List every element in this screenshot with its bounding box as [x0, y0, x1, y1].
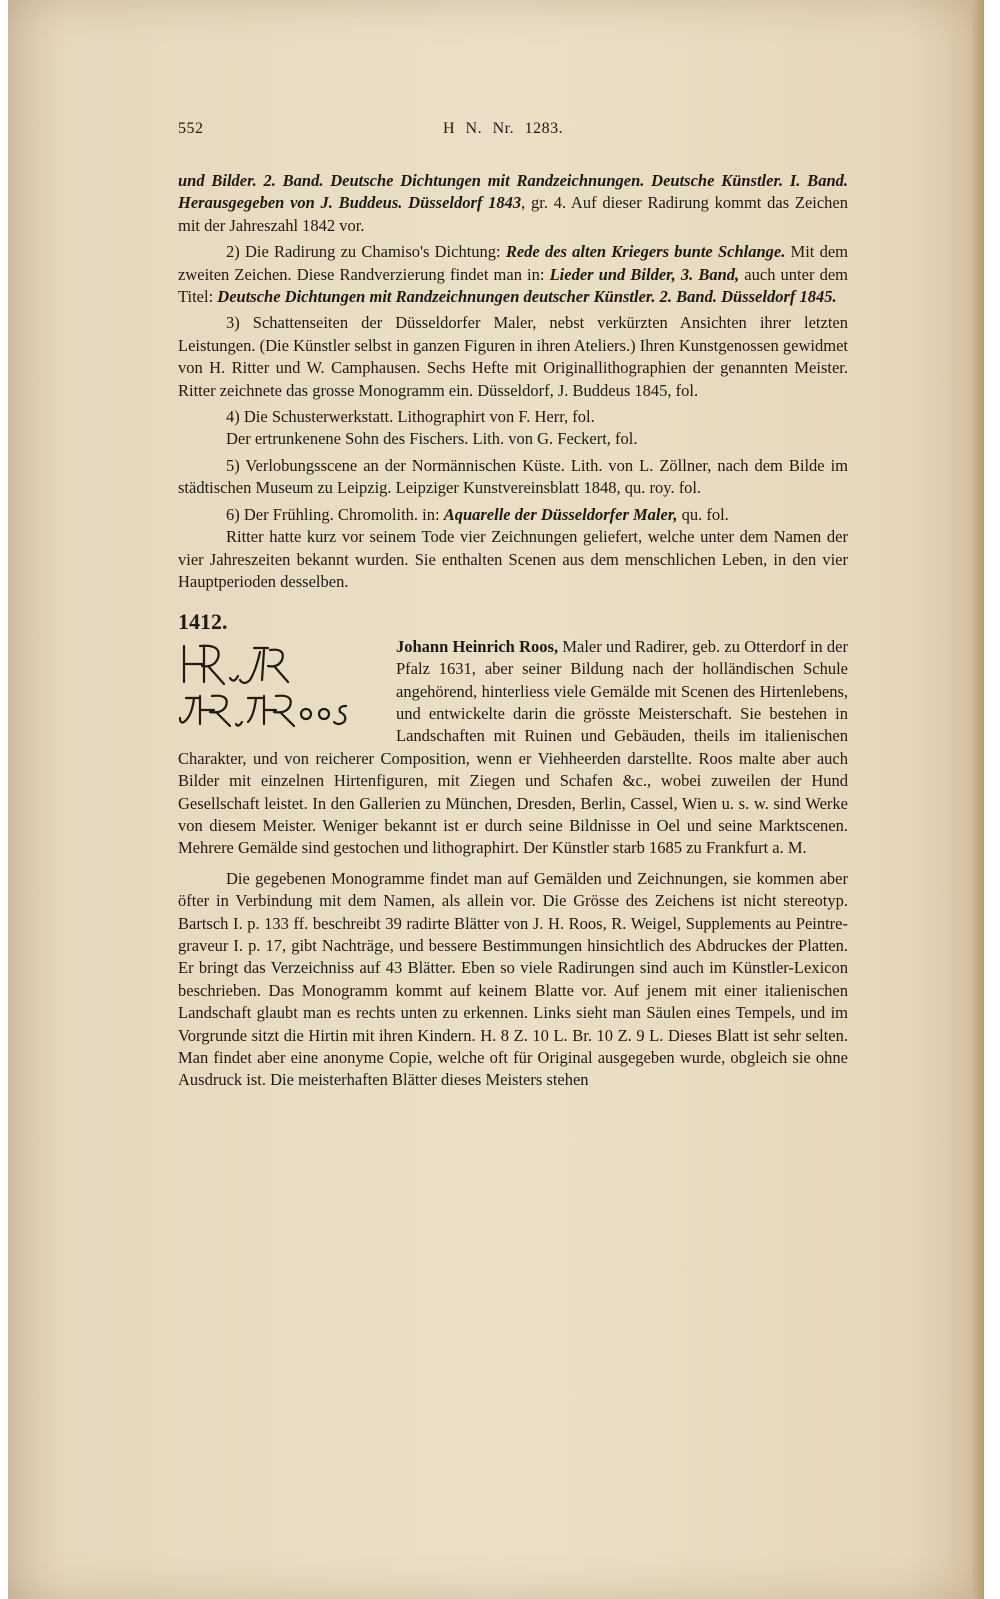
paragraph [178, 455, 848, 500]
running-header [178, 118, 848, 142]
text-run: Ritter hatte kurz vor seinem Tode vier Zeichnungen geliefert, welche unter dem Namen der vier Jahreszeiten bekannt wurden. Sie enthalten Scenen aus dem menschlichen Leben, in den vier Hauptperioden desselben. [178, 527, 848, 591]
text-run: 5) Verlobungsscene an der Normännischen Küste. Lith. von L. Zöllner, nach dem Bilde im städtischen Museum zu Leipzig. Leipziger Kunstvereinsblatt 1848, qu. roy. fol. [178, 455, 848, 498]
monogram-svg [178, 640, 388, 728]
italic-run: Lieder und Bilder, 3. Band, [549, 264, 740, 284]
entry-number: 1412. [178, 609, 228, 635]
monogram-figure [178, 640, 388, 728]
paragraph [178, 241, 848, 308]
closing-paragraph: Die gegebenen Monogramme findet man auf Gemälden und Zeichnungen, sie kommen aber öfter in Verbindung mit dem Namen, als allein vor. Die Grösse des Zeichens ist nicht stereotyp. Bartsch I. p. 133 ff. beschreibt 39 radirte Blätter von J. H. Roos, R. Weigel, Supplements au Peintre-graveur I. p. 17, gibt Nachträge, und bessere Bestimmungen hinsichtlich des Abdruckes der Platten. Er bringt das Verzeichniss auf 43 Blätter. Eben so viele Radirungen sind auch im Künstler-Lexicon beschrieben. Das Monogramm kommt auf keinem Blatte vor. Auf jenem mit einer italienischen Landschaft glaubt man es rechts unten zu erkennen. Links sieht man Säulen eines Tempels, und im Vorgrunde sitzt die Hirtin mit ihren Kindern. H. 8 Z. 10 L. Br. 10 Z. 9 L. Dieses Blatt ist sehr selten. Man findet aber eine anonyme Copie, welche oft für Original ausgegeben wurde, obgleich sie ohne Ausdruck ist. Die meisterhaften Blätter dieses Meisters stehen [178, 868, 848, 1090]
text-run: 2) Die Radirung zu Chamiso's Dichtung: [226, 242, 506, 262]
book-page [8, 0, 984, 1599]
entry-artist-name: Johann Heinrich Roos, [396, 636, 559, 656]
text-run: 6) Der Frühling. Chromolith. in: [226, 504, 444, 524]
paragraph [178, 312, 848, 402]
paragraph-list [178, 170, 848, 593]
paragraph [178, 526, 848, 593]
text-run: auch unter dem Titel: [178, 264, 848, 307]
text-run: 4) Die Schusterwerkstatt. Lithographirt von F. Herr, fol. [226, 407, 595, 427]
page-body [178, 170, 848, 1092]
entry-1412 [178, 611, 848, 859]
paragraph [178, 504, 848, 526]
entry-paragraph [178, 611, 848, 859]
page-edge [972, 0, 984, 1599]
italic-run: und Bilder. 2. Band. Deutsche Dichtungen mit Randzeichnungen. Deutsche Künstler. I. Band. Herausgegeben von J. Buddeus. Düsseldorf 1843 [178, 171, 848, 213]
page-number: 552 [178, 120, 204, 137]
paragraph [178, 428, 848, 450]
text-run: Mit dem zweiten Zeichen. Diese Randverzierung findet man in: [178, 242, 849, 284]
running-title: H N. Nr. 1283. [443, 120, 564, 137]
italic-run: Deutsche Dichtungen mit Randzeichnungen deutscher Künstler. 2. Band. Düsseldorf 1845. [217, 287, 837, 307]
text-run: Der ertrunkenene Sohn des Fischers. Lith. von G. Feckert, fol. [226, 429, 638, 449]
paragraph [178, 170, 848, 237]
entry-text: Maler und Radirer, geb. zu Otterdorf in der Pfalz 1631, aber seiner Bildung nach der holländischen Schule angehörend, hinterliess viele Gemälde mit Scenen des Hirtenlebens, und entwickelte darin die grösste Meisterschaft. Sie bestehen in Landschaften mit Ruinen und Gebäuden, theils im italienischen Charakter, und von reicherer Composition, wenn er Viehheerden darstellte. Roos malte aber auch Bilder mit einzelnen Hirtenfiguren, mit Ziegen und Schafen &c., wobei zuweilen der Hund Gesellschaft leistet. In den Gallerien zu München, Dresden, Berlin, Cassel, Wien u. s. w. sind Werke von diesem Meister. Weniger bekannt ist er durch seine Bildnisse in Oel und seine Marktscenen. Mehrere Gemälde sind gestochen und lithographirt. Der Künstler starb 1685 zu Frankfurt a. M. [178, 636, 848, 858]
text-run: 3) Schattenseiten der Düsseldorfer Maler, nebst verkürzten Ansichten ihrer letzten Leistungen. (Die Künstler selbst in ganzen Figuren in ihren Ateliers.) Ihren Kunstgenossen gewidmet von H. Ritter und W. Camphausen. Sechs Hefte mit Originallithographien der genannten Meister. Ritter zeichnete das grosse Monogramm ein. Düsseldorf, J. Buddeus 1845, fol. [178, 313, 848, 400]
italic-run: Aquarelle der Düsseldorfer Maler, [443, 504, 678, 524]
text-run: , gr. 4. Auf dieser Radirung kommt das Zeichen mit der Jahreszahl 1842 vor. [178, 193, 848, 235]
italic-run: Rede des alten Kriegers bunte Schlange. [505, 242, 786, 262]
paragraph [178, 406, 848, 428]
text-run: qu. fol. [677, 504, 729, 524]
